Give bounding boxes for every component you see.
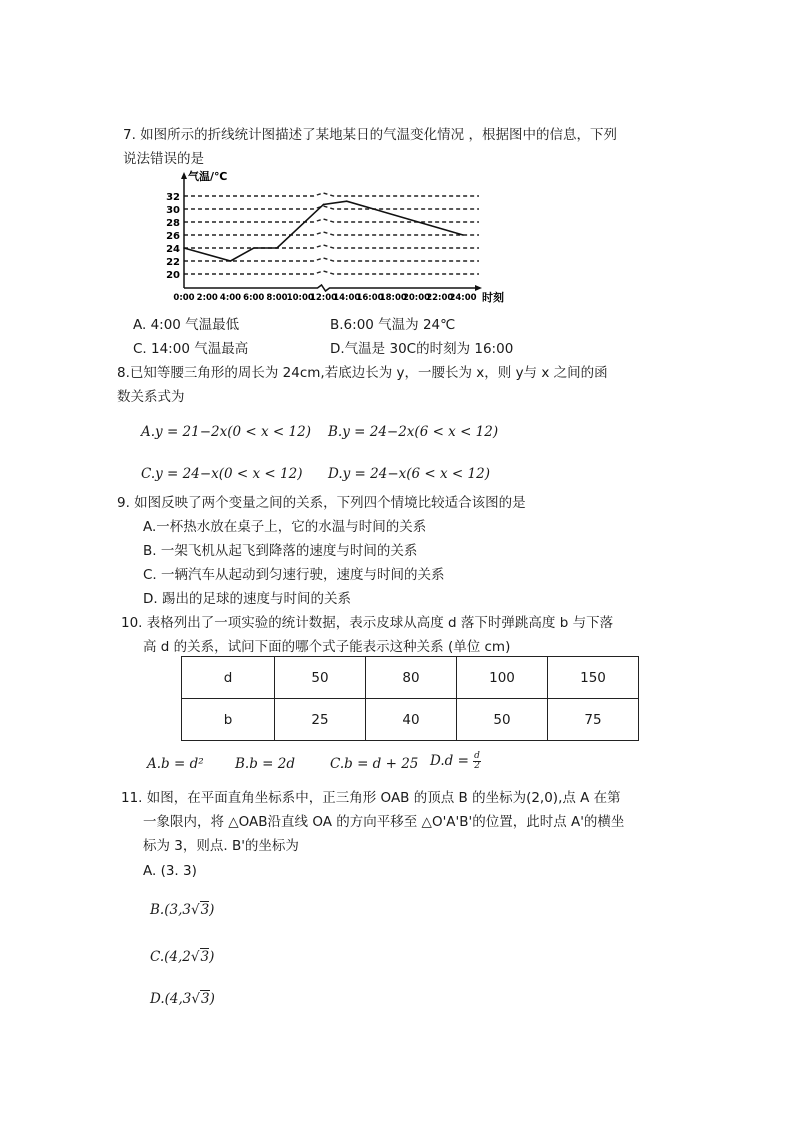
sqrt-icon: √	[191, 991, 200, 1007]
y-tick-label: 26	[166, 231, 180, 242]
x-axis-line	[184, 285, 479, 291]
q7-stem-line-1: 7. 如图所示的折线统计图描述了某地某日的气温变化情况 ，根据图中的信息，下列	[123, 127, 617, 143]
x-tick-label: 20:00	[402, 293, 431, 303]
q10-option-d-prefix: D.d =	[430, 753, 474, 769]
y-tick-label: 20	[166, 270, 180, 281]
q8-option-a: A.y = 21−2x(0 < x < 12)	[141, 424, 311, 440]
fraction-numerator: d	[474, 751, 480, 761]
y-tick-label: 28	[166, 218, 180, 229]
sqrt-radicand: 3	[200, 991, 210, 1007]
data-point	[253, 247, 255, 249]
y-tick-label: 24	[166, 244, 180, 255]
table-cell: 40	[366, 699, 457, 741]
q10-option-b: B.b = 2d	[235, 756, 295, 772]
temperature-series-line	[184, 201, 463, 261]
data-point	[346, 200, 348, 202]
grid-line	[184, 271, 479, 274]
q8-option-d: D.y = 24−x(6 < x < 12)	[328, 466, 490, 482]
closing-paren: )	[209, 902, 215, 918]
table-row	[182, 699, 639, 741]
x-tick-label: 8:00	[266, 293, 288, 303]
q11-stem-line-3: 标为 3，则点. B'的坐标为	[143, 838, 299, 854]
x-tick-label: 4:00	[219, 293, 242, 303]
q9-stem: 9. 如图反映了两个变量之间的关系，下列四个情境比较适合该图的是	[117, 495, 526, 511]
x-tick-label: 24:00	[449, 293, 477, 303]
grid-line	[184, 206, 479, 209]
fraction-denominator: 2	[474, 761, 480, 771]
y-axis-arrow-icon	[181, 172, 187, 179]
q8-stem-line-1: 8.已知等腰三角形的周长为 24cm,若底边长为 y，一腰长为 x，则 y与 x 之间的函	[117, 365, 608, 381]
table-cell: 50	[457, 699, 548, 741]
x-tick-label: 2:00	[196, 293, 218, 303]
table-cell: 50	[275, 657, 366, 699]
q11-option-c-prefix: C.(4,2	[150, 949, 191, 965]
q9-option-a: A.一杯热水放在桌子上，它的水温与时间的关系	[143, 519, 427, 535]
q10-option-a: A.b = d²	[147, 756, 204, 772]
y-tick-label: 22	[166, 257, 180, 268]
x-axis-label: 时刻	[482, 291, 504, 304]
grid-line	[184, 232, 479, 235]
experiment-data-table	[181, 656, 639, 741]
q11-option-d-prefix: D.(4,3	[150, 991, 192, 1007]
x-axis-arrow-icon	[475, 285, 482, 291]
q11-stem-line-2: 一象限内，将 △OAB沿直线 OA 的方向平移至 △O'A'B'的位置，此时点 A'的横坐	[143, 814, 625, 830]
q8-option-b: B.y = 24−2x(6 < x < 12)	[328, 424, 499, 440]
table-cell: 100	[457, 657, 548, 699]
q10-option-c: C.b = d + 25	[330, 756, 419, 772]
table-cell: 150	[548, 657, 639, 699]
x-tick-label: 16:00	[356, 293, 384, 303]
q10-stem-line-1: 10. 表格列出了一项实验的统计数据，表示皮球从高度 d 落下时弹跳高度 b 与下落	[121, 615, 614, 631]
q11-option-c	[150, 948, 214, 966]
sqrt-radicand: 3	[200, 902, 210, 918]
sqrt-radicand: 3	[200, 949, 210, 965]
data-point	[183, 247, 185, 249]
temperature-line-chart	[160, 166, 520, 308]
y-axis-label: 气温/℃	[188, 170, 228, 183]
grid-line	[184, 245, 479, 248]
q11-option-b	[150, 901, 214, 919]
q7-stem-line-2: 说法错误的是	[123, 151, 204, 167]
q11-option-b-prefix: B.(3,3	[150, 902, 191, 918]
grid-line	[184, 219, 479, 222]
closing-paren: )	[209, 949, 215, 965]
x-tick-label: 6:00	[243, 293, 265, 303]
data-point	[276, 247, 278, 249]
q11-option-a: A. (3. 3)	[143, 863, 197, 879]
y-tick-label: 32	[166, 192, 180, 203]
q9-option-b: B. 一架飞机从起飞到降落的速度与时间的关系	[143, 543, 418, 559]
data-point	[323, 204, 325, 206]
table-cell: 75	[548, 699, 639, 741]
q9-option-d: D. 踢出的足球的速度与时间的关系	[143, 591, 351, 607]
x-tick-label: 18:00	[379, 293, 407, 303]
grid-line	[184, 193, 479, 196]
q11-stem-line-1: 11. 如图，在平面直角坐标系中，正三角形 OAB 的顶点 B 的坐标为(2,0),点 A 在第	[121, 790, 621, 806]
sqrt-icon: √	[190, 949, 200, 965]
q10-option-d	[430, 752, 481, 771]
table-cell: 25	[275, 699, 366, 741]
q7-option-c: C. 14:00 气温最高	[133, 341, 249, 357]
q7-option-d: D.气温是 30C的时刻为 16:00	[330, 341, 514, 357]
y-tick-label: 30	[166, 205, 180, 216]
x-tick-label: 22:00	[426, 293, 454, 303]
q7-option-a: A. 4:00 气温最低	[133, 317, 240, 333]
table-cell: b	[182, 699, 275, 741]
x-tick-label: 10:00	[286, 293, 314, 303]
q9-option-c: C. 一辆汽车从起动到匀速行驶，速度与时间的关系	[143, 567, 445, 583]
q8-stem-line-2: 数关系式为	[117, 389, 185, 405]
closing-paren: )	[209, 991, 215, 1007]
q10-stem-line-2: 高 d 的关系，试问下面的哪个式子能表示这种关系 (单位 cm)	[143, 639, 511, 655]
chart-grid	[184, 193, 479, 274]
data-point	[230, 260, 232, 262]
x-tick-label: 14:00	[333, 293, 361, 303]
q7-option-b: B.6:00 气温为 24℃	[330, 317, 456, 333]
x-tick-label: 0:00	[173, 293, 195, 303]
table-row	[182, 657, 639, 699]
x-tick-label: 12:00	[309, 293, 338, 303]
q11-option-d	[150, 990, 215, 1008]
sqrt-icon: √	[190, 902, 200, 918]
fraction	[473, 752, 481, 771]
table-cell: 80	[366, 657, 457, 699]
q8-option-c: C.y = 24−x(0 < x < 12)	[141, 466, 303, 482]
data-point	[462, 234, 464, 236]
table-cell: d	[182, 657, 275, 699]
